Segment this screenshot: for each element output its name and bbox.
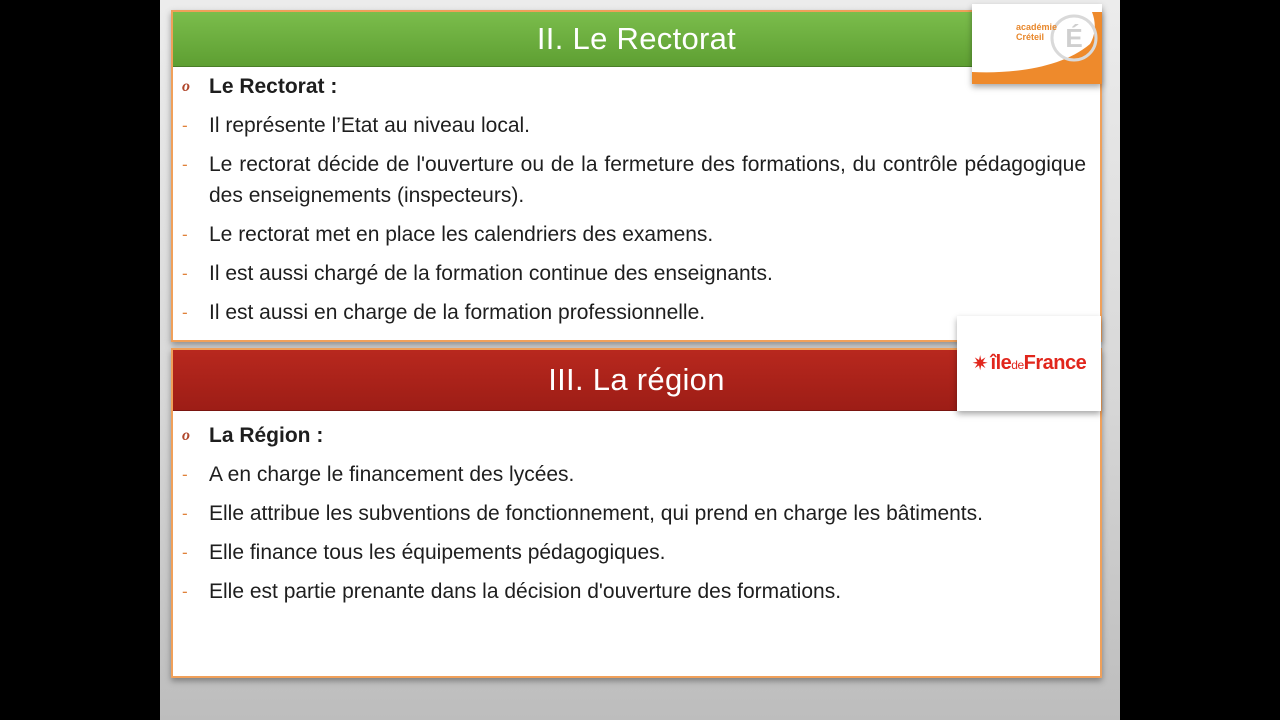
list-item [182,110,1086,141]
list-item-text: Il est aussi chargé de la formation continue des enseignants. [209,262,773,285]
dash-bullet-icon: - [182,582,188,601]
academie-logo-letter: É [1065,23,1083,53]
circle-bullet-icon: o [182,78,190,95]
list-item-text: Le rectorat décide de l'ouverture ou de la fermeture des formations, du contrôle pédagogique des enseignements (inspecteurs). [209,153,1086,207]
section-content-rectorat [173,67,1100,328]
list-item [182,537,1086,568]
section-heading-item [182,71,1086,102]
list-item [182,258,1086,289]
iledefrance-part1: île [990,352,1012,374]
list-item [182,149,1086,211]
list-item-text: Elle attribue les subventions de fonctionnement, qui prend en charge les bâtiments. [209,502,983,525]
dash-bullet-icon: - [182,465,188,484]
iledefrance-part3: France [1023,352,1087,374]
list-item-text: Elle est partie prenante dans la décision d'ouverture des formations. [209,580,842,603]
list-item [182,576,1086,607]
academie-creteil-logo [972,4,1102,84]
dash-bullet-icon: - [182,155,188,174]
section-title-rectorat: II. Le Rectorat [173,12,1100,67]
iledefrance-logo [957,316,1101,411]
circle-bullet-icon: o [182,427,190,444]
list-item-text: A en charge le financement des lycées. [209,463,575,486]
academie-logo-graphic [972,4,1102,84]
section-heading-text: Le Rectorat : [209,75,338,98]
dash-bullet-icon: - [182,225,188,244]
list-item [182,498,1086,529]
dash-bullet-icon: - [182,504,188,523]
academie-logo-text [1016,22,1057,42]
section-heading-text: La Région : [209,424,324,447]
star-icon: ✷ [971,353,989,375]
dash-bullet-icon: - [182,264,188,283]
section-title-region: III. La région [173,350,1100,411]
dash-bullet-icon: - [182,116,188,135]
academie-logo-line2: Créteil [1016,32,1045,42]
slide [160,0,1120,720]
list-item [182,297,1086,328]
section-rectorat [171,10,1102,342]
list-item-text: Il représente l’Etat au niveau local. [209,114,531,137]
list-item [182,219,1086,250]
dash-bullet-icon: - [182,543,188,562]
section-content-region [173,411,1100,607]
iledefrance-logo-text [991,352,1087,375]
list-item-text: Le rectorat met en place les calendriers des examens. [209,223,714,246]
section-heading-item [182,420,1086,451]
list-item-text: Elle finance tous les équipements pédagogiques. [209,541,666,564]
list-item-text: Il est aussi en charge de la formation professionnelle. [209,301,706,324]
iledefrance-part2: de [1011,358,1024,372]
academie-logo-line1: académie [1016,22,1058,32]
list-item [182,459,1086,490]
dash-bullet-icon: - [182,303,188,322]
